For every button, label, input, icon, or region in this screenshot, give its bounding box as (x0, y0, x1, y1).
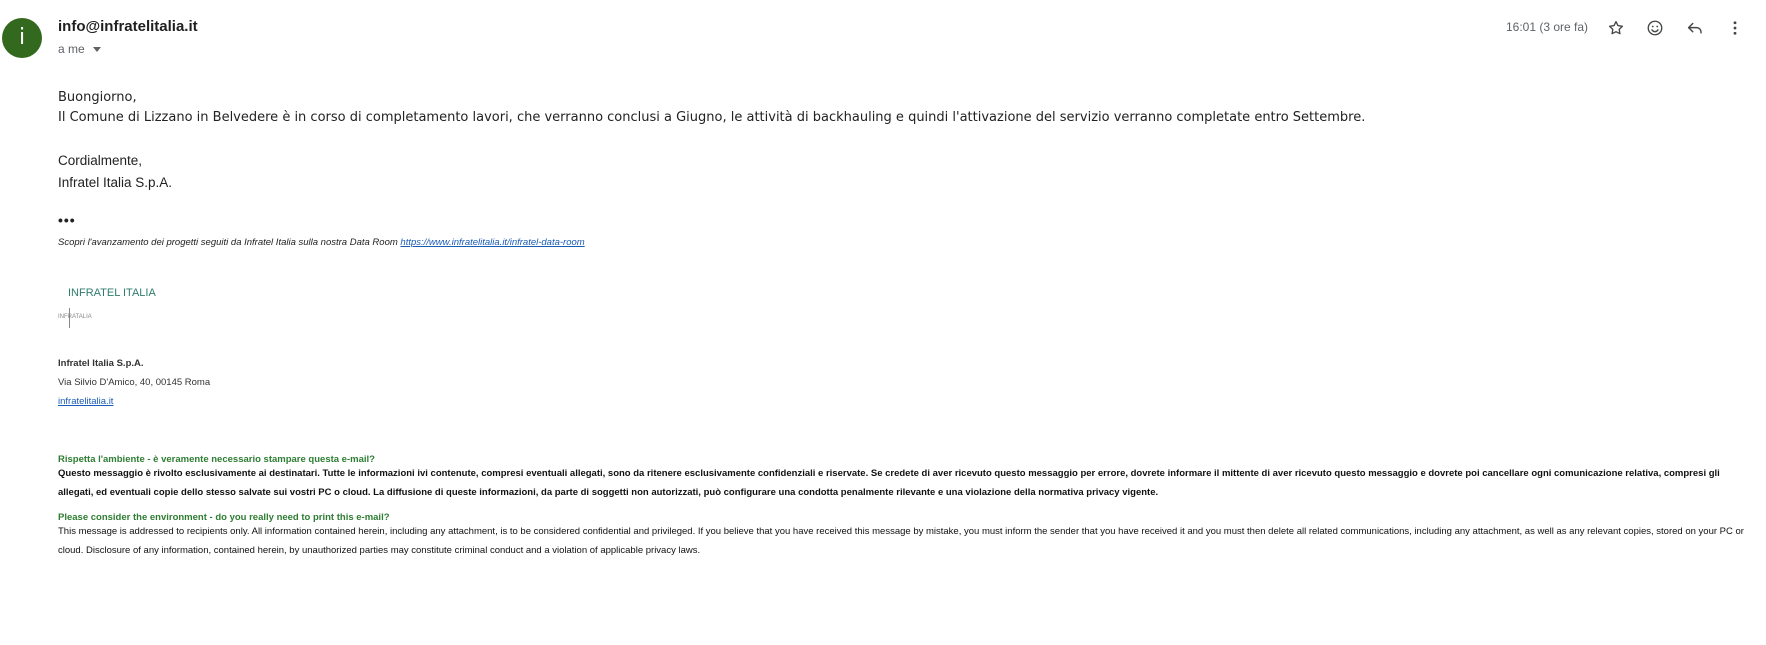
emoji-icon (1646, 19, 1664, 37)
more-vert-icon (1726, 19, 1744, 37)
star-button[interactable] (1604, 16, 1628, 40)
star-outline-icon (1607, 19, 1625, 37)
trimmed-content-ellipsis[interactable]: ••• (58, 212, 76, 228)
greeting-text: Buongiorno, (58, 90, 137, 105)
signature-company-text: Infratel Italia S.p.A. (58, 175, 173, 190)
data-room-text: Scopri l'avanzamento dei progetti seguiti da Infratel Italia sulla nostra Data Room (58, 237, 401, 248)
message-timestamp: 16:01 (3 ore fa) (1506, 20, 1589, 34)
recipient-label: a me (58, 42, 85, 56)
closing-text: Cordialmente, (58, 153, 143, 168)
environment-heading-en: Please consider the environment - do you really need to print this e-mail? (58, 512, 390, 523)
recipient-details-toggle[interactable] (58, 42, 101, 56)
reply-icon (1686, 19, 1704, 37)
environment-heading-it: Rispetta l'ambiente - è veramente necessario stampare questa e-mail? (58, 454, 375, 465)
add-reaction-button[interactable] (1643, 16, 1667, 40)
more-options-button[interactable] (1723, 16, 1747, 40)
logo-alt-text: INFRATALIA (58, 314, 92, 320)
chevron-down-icon (93, 47, 101, 52)
company-logo-image (58, 308, 98, 328)
disclaimer-text-it: Questo messaggio è rivolto esclusivamente ai destinatari. Tutte le informazioni ivi contenute, compresi eventuali allegati, sono da ritenere esclusivamente confidenziali e riservate. Se credete di aver ricevuto questo messaggio per errore, dovrete informare il mittente di aver ricevuto questo messaggio e dovrete poi cancellare ogni comunicazione relativa, compresi gli allegati, ed eventuali copie dello stesso salvate sui vostri PC o cloud. La diffusione di queste informazioni, da parte di soggetti non autorizzati, può configurare una condotta penalmente rilevante e una violazione della normativa privacy vigente. (58, 468, 1720, 498)
sender-avatar[interactable]: i (2, 18, 42, 58)
website-link[interactable]: infratelitalia.it (58, 396, 114, 407)
signature-company-name: Infratel Italia S.p.A. (58, 358, 144, 369)
data-room-link[interactable]: https://www.infratelitalia.it/infratel-data-room (400, 237, 585, 248)
disclaimer-text-en: This message is addressed to recipients only. All information contained herein, including any attachment, is to be considered confidential and privileged. If you believe that you have received this message by mistake, you must inform the sender that you have received it and you must then delete all related communications, including any attachment, as well as any relevant copies, stored on your PC or cloud. Disclosure of any information, contained herein, by unauthorized parties may constitute criminal conduct and a violation of applicable privacy laws. (58, 526, 1744, 556)
signature-address: Via Silvio D'Amico, 40, 00145 Roma (58, 377, 211, 388)
sender-email[interactable]: info@infratelitalia.it (58, 18, 198, 35)
company-logo: INFRATEL ITALIA (68, 287, 156, 299)
message-text: Il Comune di Lizzano in Belvedere è in corso di completamento lavori, che verranno conclusi a Giugno, le attività di backhauling e quindi l'attivazione del servizio verranno completate entro Settembre. (58, 110, 1366, 125)
reply-button[interactable] (1683, 16, 1707, 40)
data-room-line (58, 237, 585, 248)
